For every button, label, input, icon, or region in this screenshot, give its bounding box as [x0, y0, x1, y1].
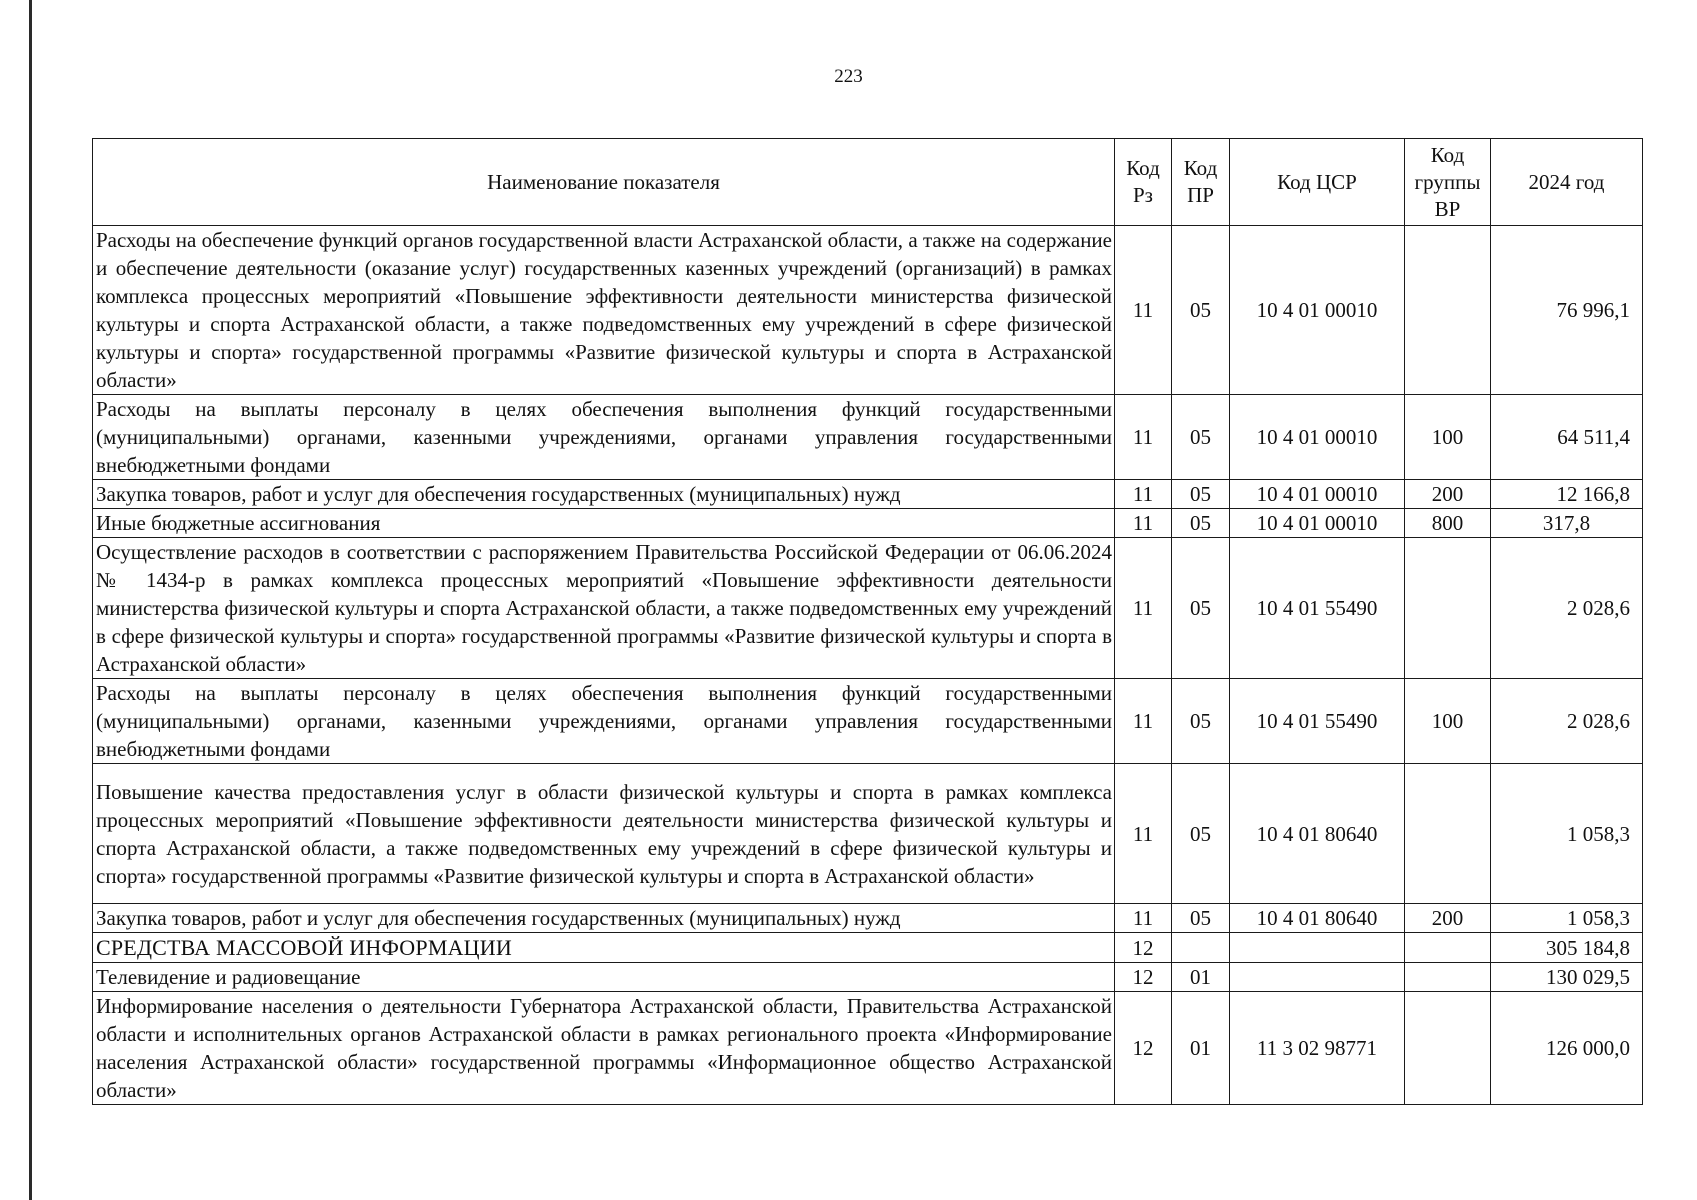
row-amount: 76 996,1	[1491, 226, 1643, 395]
row-name: СРЕДСТВА МАССОВОЙ ИНФОРМАЦИИ	[93, 933, 1115, 963]
row-vr	[1405, 963, 1491, 992]
header-vr: Код группы ВР	[1405, 139, 1491, 226]
row-pr: 05	[1172, 226, 1230, 395]
row-name: Информирование населения о деятельности Губернатора Астраханской области, Правительства Астраханской области и исполнительных органов Астраханской области в рамках регионального проекта «Информирование населения Астраханской области» государственной программы «Информационное общество Астраханской области»	[93, 992, 1115, 1105]
table-row	[93, 933, 1643, 963]
row-amount: 305 184,8	[1491, 933, 1643, 963]
row-vr	[1405, 992, 1491, 1105]
header-csr: Код ЦСР	[1230, 139, 1405, 226]
header-pr: Код ПР	[1172, 139, 1230, 226]
row-csr	[1230, 933, 1405, 963]
row-pr: 05	[1172, 764, 1230, 904]
row-csr	[1230, 963, 1405, 992]
row-name: Расходы на выплаты персоналу в целях обеспечения выполнения функций государственными (муниципальными) органами, казенными учреждениями, органами управления государственными внебюджетными фондами	[93, 679, 1115, 764]
row-amount: 130 029,5	[1491, 963, 1643, 992]
row-vr: 200	[1405, 480, 1491, 509]
table-header-row	[93, 139, 1643, 226]
table-row	[93, 395, 1643, 480]
row-name: Повышение качества предоставления услуг в области физической культуры и спорта в рамках комплекса процессных мероприятий «Повышение эффективности деятельности министерства физической культуры и спорта Астраханской области, а также подведомственных ему учреждений в сфере физической культуры и спорта» государственной программы «Развитие физической культуры и спорта в Астраханской области»	[93, 764, 1115, 904]
row-vr	[1405, 538, 1491, 679]
row-amount: 2 028,6	[1491, 679, 1643, 764]
row-rz: 11	[1115, 904, 1172, 933]
row-csr: 10 4 01 00010	[1230, 395, 1405, 480]
row-amount: 126 000,0	[1491, 992, 1643, 1105]
row-name: Расходы на выплаты персоналу в целях обеспечения выполнения функций государственными (муниципальными) органами, казенными учреждениями, органами управления государственными внебюджетными фондами	[93, 395, 1115, 480]
table-row	[93, 963, 1643, 992]
row-csr: 10 4 01 80640	[1230, 904, 1405, 933]
row-rz: 11	[1115, 226, 1172, 395]
table-row	[93, 679, 1643, 764]
row-pr: 05	[1172, 904, 1230, 933]
row-pr	[1172, 933, 1230, 963]
row-pr: 05	[1172, 480, 1230, 509]
table-row	[93, 538, 1643, 679]
left-margin-rule	[29, 0, 32, 1200]
row-rz: 12	[1115, 963, 1172, 992]
row-amount: 1 058,3	[1491, 904, 1643, 933]
table-row	[93, 509, 1643, 538]
row-rz: 12	[1115, 992, 1172, 1105]
row-vr: 800	[1405, 509, 1491, 538]
row-amount: 2 028,6	[1491, 538, 1643, 679]
row-amount: 1 058,3	[1491, 764, 1643, 904]
row-pr: 05	[1172, 538, 1230, 679]
row-amount: 64 511,4	[1491, 395, 1643, 480]
row-pr: 05	[1172, 509, 1230, 538]
header-year: 2024 год	[1491, 139, 1643, 226]
row-vr: 100	[1405, 395, 1491, 480]
row-amount: 317,8	[1491, 509, 1643, 538]
page-number: 223	[834, 66, 863, 87]
row-csr: 11 3 02 98771	[1230, 992, 1405, 1105]
row-vr: 100	[1405, 679, 1491, 764]
row-csr: 10 4 01 80640	[1230, 764, 1405, 904]
row-rz: 11	[1115, 679, 1172, 764]
row-rz: 11	[1115, 480, 1172, 509]
budget-table	[92, 138, 1643, 1105]
row-csr: 10 4 01 00010	[1230, 226, 1405, 395]
row-name: Закупка товаров, работ и услуг для обеспечения государственных (муниципальных) нужд	[93, 904, 1115, 933]
row-vr	[1405, 933, 1491, 963]
row-csr: 10 4 01 00010	[1230, 480, 1405, 509]
row-name: Расходы на обеспечение функций органов государственной власти Астраханской области, а также на содержание и обеспечение деятельности (оказание услуг) государственных казенных учреждений (организаций) в рамках комплекса процессных мероприятий «Повышение эффективности деятельности министерства физической культуры и спорта Астраханской области, а также подведомственных ему учреждений в сфере физической культуры и спорта» государственной программы «Развитие физической культуры и спорта в Астраханской области»	[93, 226, 1115, 395]
table-row	[93, 480, 1643, 509]
table-row	[93, 904, 1643, 933]
row-rz: 11	[1115, 395, 1172, 480]
row-name: Закупка товаров, работ и услуг для обеспечения государственных (муниципальных) нужд	[93, 480, 1115, 509]
header-name: Наименование показателя	[93, 139, 1115, 226]
row-pr: 05	[1172, 679, 1230, 764]
row-rz: 12	[1115, 933, 1172, 963]
row-rz: 11	[1115, 509, 1172, 538]
table-row	[93, 226, 1643, 395]
row-amount: 12 166,8	[1491, 480, 1643, 509]
row-rz: 11	[1115, 538, 1172, 679]
row-csr: 10 4 01 55490	[1230, 679, 1405, 764]
table-row	[93, 992, 1643, 1105]
row-rz: 11	[1115, 764, 1172, 904]
row-name: Иные бюджетные ассигнования	[93, 509, 1115, 538]
row-name: Осуществление расходов в соответствии с распоряжением Правительства Российской Федерации от 06.06.2024 № 1434-р в рамках комплекса процессных мероприятий «Повышение эффективности деятельности министерства физической культуры и спорта Астраханской области, а также подведомственных ему учреждений в сфере физической культуры и спорта» государственной программы «Развитие физической культуры и спорта в Астраханской области»	[93, 538, 1115, 679]
row-pr: 01	[1172, 992, 1230, 1105]
row-pr: 05	[1172, 395, 1230, 480]
row-vr	[1405, 226, 1491, 395]
header-rz: Код Рз	[1115, 139, 1172, 226]
table-row	[93, 764, 1643, 904]
row-csr: 10 4 01 00010	[1230, 509, 1405, 538]
row-vr	[1405, 764, 1491, 904]
row-vr: 200	[1405, 904, 1491, 933]
row-name: Телевидение и радиовещание	[93, 963, 1115, 992]
row-pr: 01	[1172, 963, 1230, 992]
row-csr: 10 4 01 55490	[1230, 538, 1405, 679]
